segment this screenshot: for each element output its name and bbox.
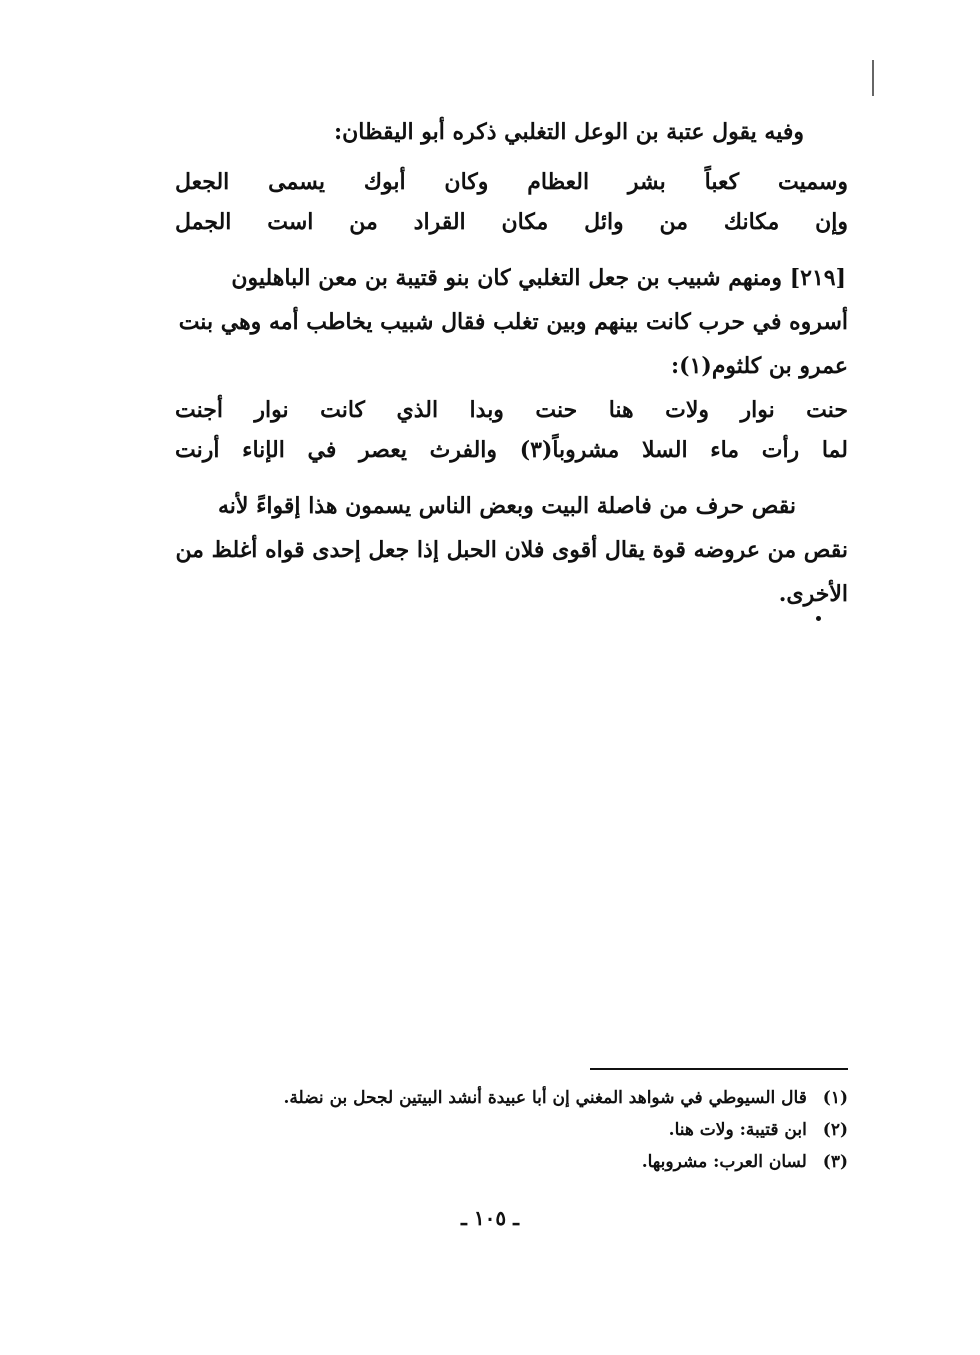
footnote-number: (١)	[822, 1088, 848, 1108]
verse-line: وإن مكانك من وائل مكان القراد من است الجمل	[175, 209, 848, 235]
footnote-text: ابن قتيبة: ولات هنا.	[668, 1120, 807, 1140]
footnote-text: قال السيوطي في شواهد المغني إن أبا عبيدة أنشد البيتين لجحل بن نضلة.	[283, 1088, 807, 1108]
paragraph-line: أسروه في حرب كانت بينهم وبين تغلب فقال شبيب يخاطب أمه وهي بنت	[178, 309, 848, 335]
footnote-separator	[590, 1068, 848, 1070]
paragraph-line: عمرو بن كلثوم(١):	[671, 353, 848, 379]
footnote-number: (٣)	[822, 1152, 848, 1172]
paragraph-line: [٢١٩] ومنهم شبيب بن جعل التغلبي كان بنو قتيبة بن معن الباهليون	[231, 265, 846, 291]
paragraph-line: نقص حرف من فاصلة البيت وبعض الناس يسمون هذا إقواءً لأنه	[217, 493, 796, 519]
stray-dot	[816, 616, 821, 621]
verse-line: حنت نوار ولات هنا حنت وبدا الذي كانت نوار أجنت	[175, 397, 848, 423]
paragraph-line: الأخرى.	[778, 581, 848, 607]
footnote-item	[175, 1146, 848, 1178]
verse-block-1	[175, 162, 848, 242]
paragraph-219	[175, 256, 848, 388]
verse-line: لما رأت ماء السلا مشروباً(٣) والفرث يعصر في الإناء أرنت	[175, 437, 848, 463]
paragraph-line: نقص من عروضه قوة يقال أقوى فلان الحبل إذا جعل إحدى قواه أغلظ من	[175, 537, 848, 563]
footnotes	[175, 1082, 848, 1178]
page-number: ـ ١٠٥ ـ	[461, 1206, 519, 1230]
intro-paragraph	[175, 110, 848, 154]
footnote-item	[175, 1114, 848, 1146]
commentary-paragraph	[175, 484, 848, 616]
footnote-number: (٢)	[822, 1120, 848, 1140]
footnote-text: لسان العرب: مشروبها.	[641, 1152, 807, 1172]
intro-line: وفيه يقول عتبة بن الوعل التغلبي ذكره أبو اليقظان:	[334, 119, 804, 145]
scan-edge-mark	[872, 60, 874, 96]
verse-line: وسميت كعباً بشر العظام وكان أبوك يسمى الجعل	[175, 169, 848, 195]
footnote-item	[175, 1082, 848, 1114]
verse-block-2	[175, 390, 848, 470]
